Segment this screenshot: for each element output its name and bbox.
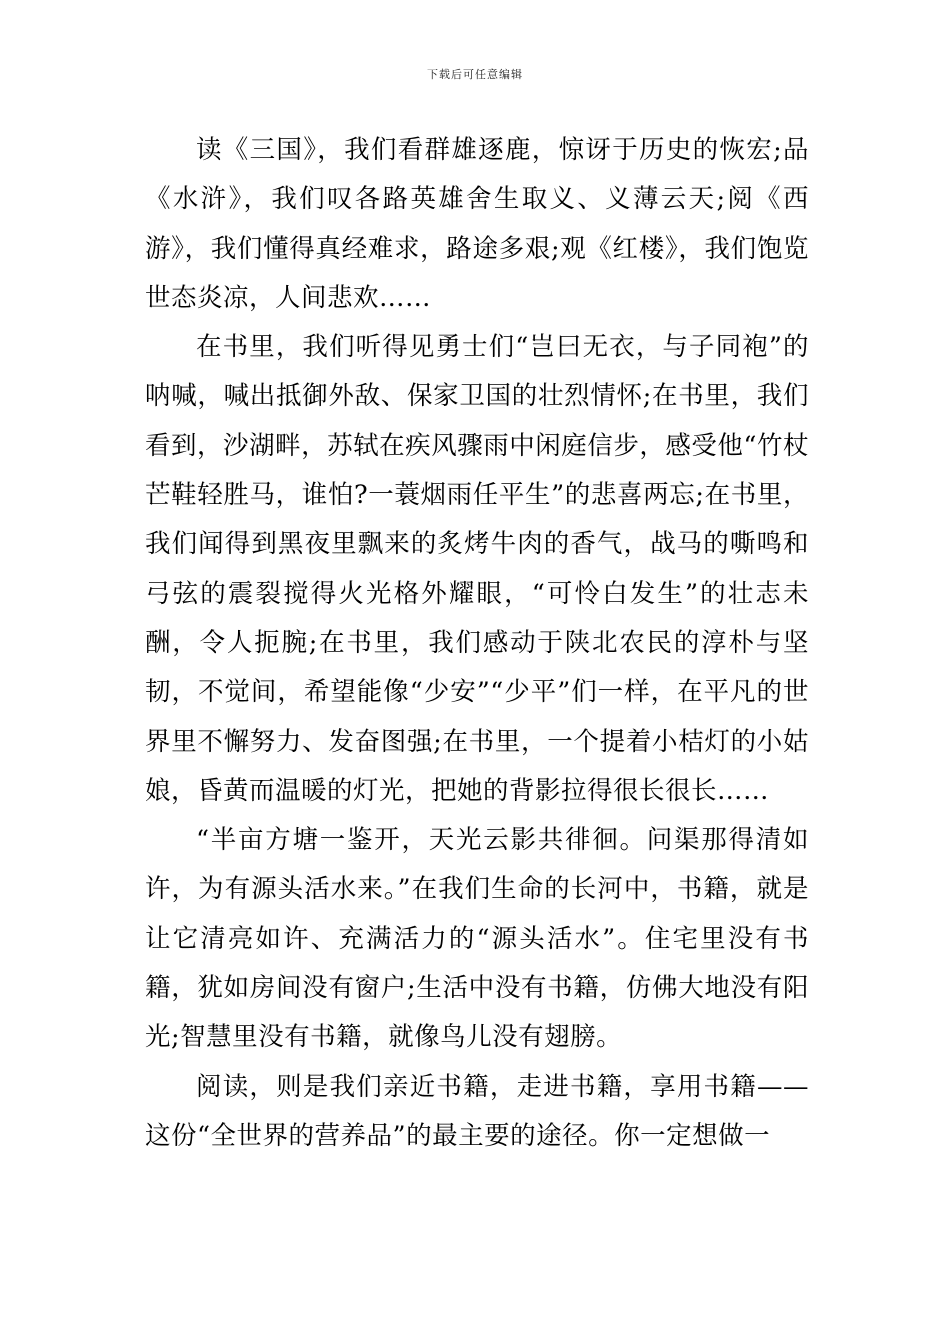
body-text bbox=[145, 126, 809, 1161]
header-note: 下载后可任意编辑 bbox=[427, 68, 523, 81]
paragraph: “半亩方塘一鉴开，天光云影共徘徊。问渠那得清如许，为有源头活水来。”在我们生命的长河中，书籍，就是让它清亮如许、充满活力的“源头活水”。住宅里没有书籍，犹如房间没有窗户;生活中没有书籍，仿佛大地没有阳光;智慧里没有书籍，就像鸟儿没有翅膀。 bbox=[145, 825, 809, 1053]
paragraph: 在书里，我们听得见勇士们“岂曰无衣，与子同袍”的呐喊，喊出抵御外敌、保家卫国的壮烈情怀;在书里，我们看到，沙湖畔，苏轼在疾风骤雨中闲庭信步，感受他“竹杖芒鞋轻胜马，谁怕?一蓑烟雨任平生”的悲喜两忘;在书里，我们闻得到黑夜里飘来的炙烤牛肉的香气，战马的嘶鸣和弓弦的震裂搅得火光格外耀眼，“可怜白发生”的壮志未酬，令人扼腕;在书里，我们感动于陕北农民的淳朴与坚韧，不觉间，希望能像“少安”“少平”们一样，在平凡的世界里不懈努力、发奋图强;在书里，一个提着小桔灯的小姑娘，昏黄而温暖的灯光，把她的背影拉得很长很长…… bbox=[145, 332, 809, 806]
paragraph: 阅读，则是我们亲近书籍，走进书籍，享用书籍——这份“全世界的营养品”的最主要的途径。你一定想做一 bbox=[145, 1071, 809, 1151]
paragraph: 读《三国》，我们看群雄逐鹿，惊讶于历史的恢宏;品《水浒》，我们叹各路英雄舍生取义、义薄云天;阅《西游》，我们懂得真经难求，路途多艰;观《红楼》，我们饱览世态炎凉，人间悲欢…… bbox=[145, 135, 809, 313]
